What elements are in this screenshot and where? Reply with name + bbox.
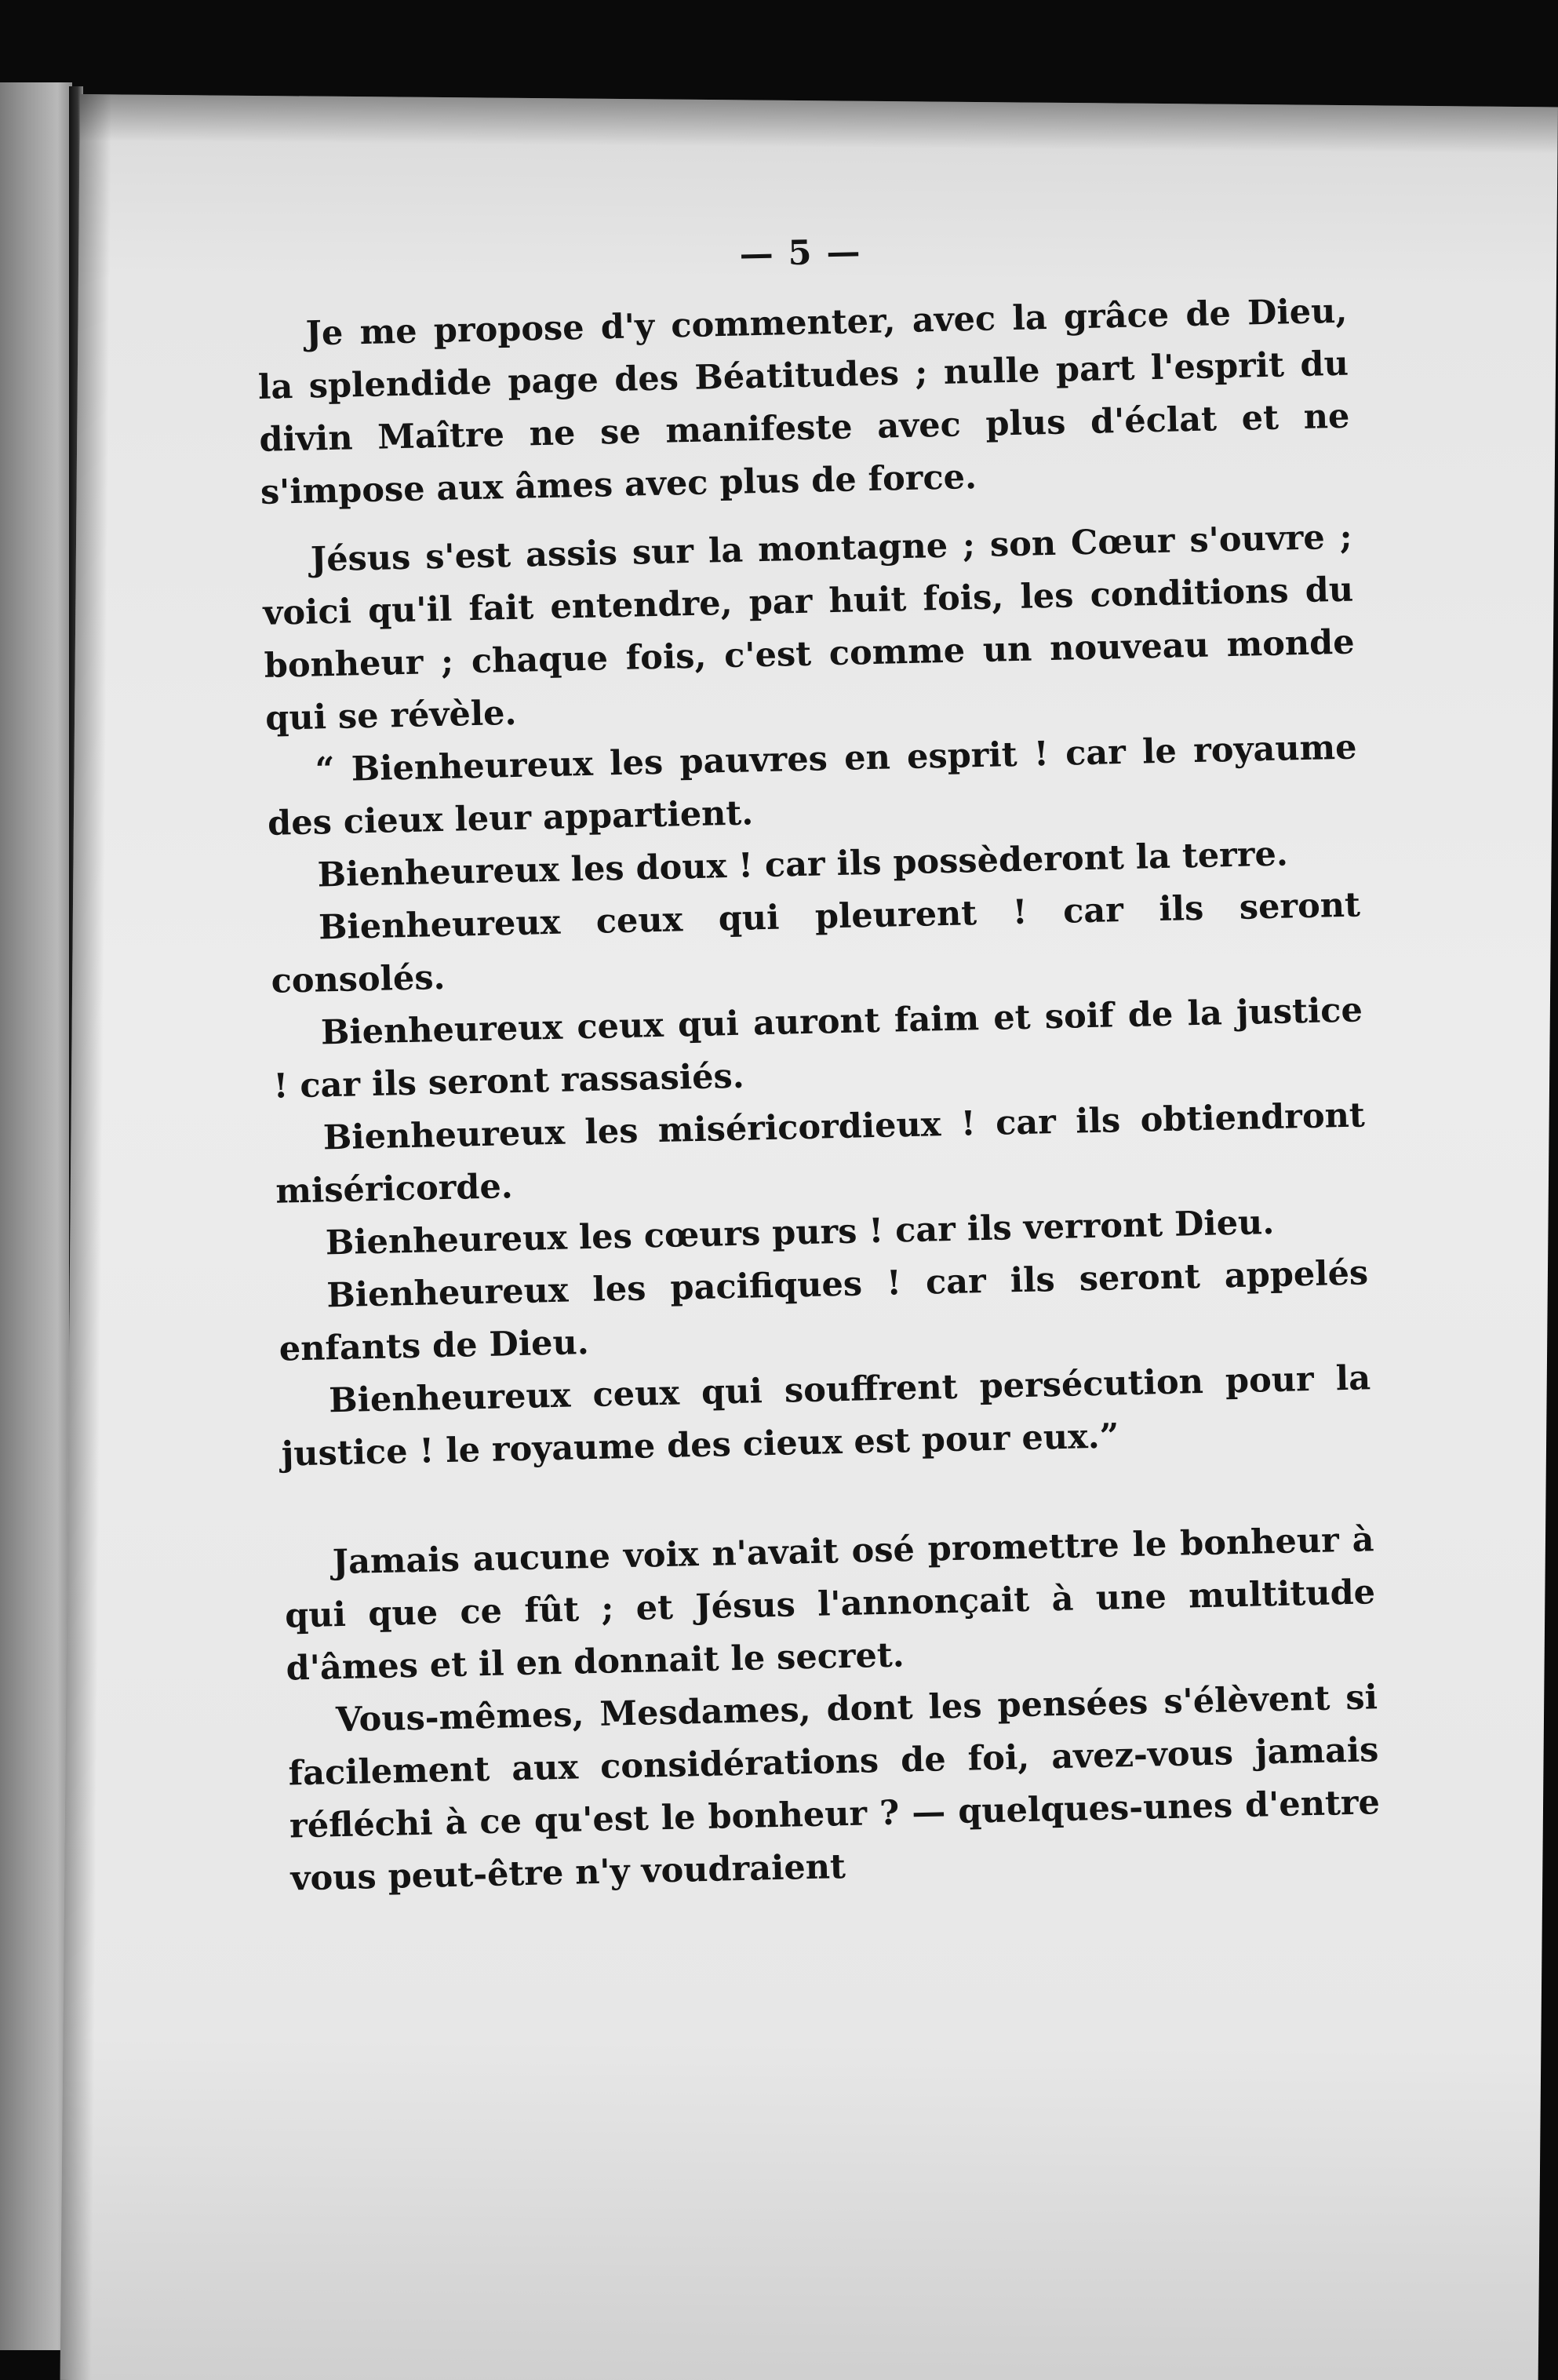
page-number: — 5 —	[739, 232, 863, 275]
beatitude-1: “ Bienheureux les pauvres en esprit ! car le royaume des cieux leur appartient.	[267, 727, 1358, 844]
beatitude-2: Bienheureux les doux ! car ils possèderont la terre.	[317, 834, 1289, 895]
beatitude-4: Bienheureux ceux qui auront faim et soif de la justice ! car ils seront rassasiés.	[273, 990, 1363, 1106]
facing-page-edge	[0, 82, 72, 2350]
beatitude-8: Bienheureux ceux qui souffrent persécution pour la justice ! le royaume des cieux est pour eux.”	[281, 1358, 1371, 1474]
beatitude-5: Bienheureux les miséricordieux ! car ils obtiendront miséricorde.	[275, 1095, 1366, 1212]
paragraph-intro: Je me propose d'y commenter, avec la grâce de Dieu, la splendide page des Béatitudes ; nulle part l'esprit du divin Maître ne se manifeste avec plus d'éclat et ne s'impose aux âmes avec plus de force.	[257, 291, 1350, 512]
beatitude-7: Bienheureux les pacifiques ! car ils seront appelés enfants de Dieu.	[278, 1253, 1369, 1369]
page-text	[255, 216, 1381, 1906]
paragraph-never-promised: Jamais aucune voix n'avait osé promettre le bonheur à qui que ce fût ; et Jésus l'annonçait à une multitude d'âmes et il en donnait le secret.	[284, 1520, 1376, 1689]
paragraph-mesdames: Vous-mêmes, Mesdames, dont les pensées s'élèvent si facilement aux considérations de foi, avez-vous jamais réfléchi à ce qu'est le bonheur ? — quelques-unes d'entre vous peut-être n'y voudraient	[288, 1678, 1381, 1899]
beatitude-3: Bienheureux ceux qui pleurent ! car ils seront consolés.	[271, 885, 1361, 1001]
beatitude-6: Bienheureux les cœurs purs ! car ils verront Dieu.	[325, 1202, 1275, 1263]
paragraph-sermon-mount: Jésus s'est assis sur la montagne ; son Cœur s'ouvre ; voici qu'il fait entendre, par huit fois, les conditions du bonheur ; chaque fois, c'est comme un nouveau monde qui se révèle.	[262, 517, 1356, 738]
